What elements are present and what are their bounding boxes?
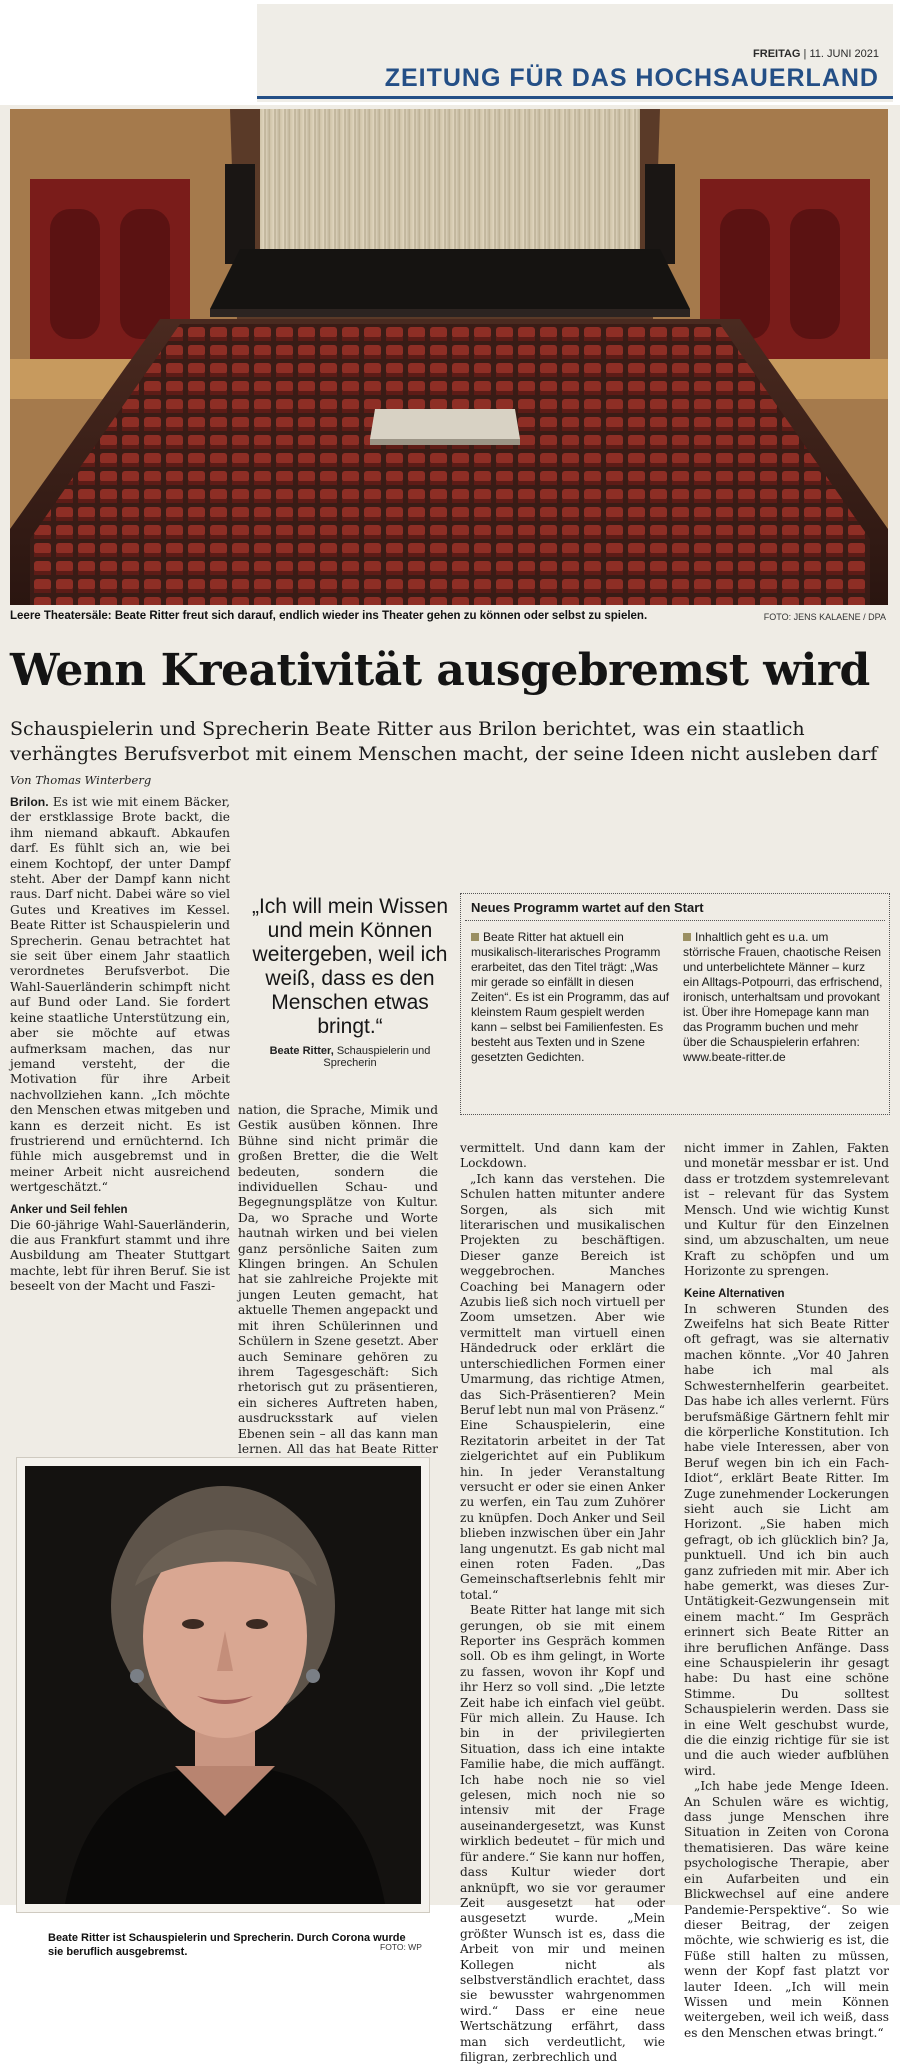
section-heading: Keine Alternativen	[684, 1287, 785, 1300]
pull-quote	[250, 895, 450, 1069]
byline: Von Thomas Winterberg	[10, 773, 152, 787]
theater-photo-caption: Leere Theatersäle: Beate Ritter freut sich darauf, endlich wieder ins Theater gehen zu können oder selbst zu spielen.	[10, 610, 648, 622]
pull-quote-attribution: Beate Ritter, Schauspielerin und Sprecherin	[269, 1045, 431, 1069]
info-box-left: Beate Ritter hat aktuell ein musikalisch-literarisches Programm erarbeitet, das den Titel trägt: „Was mir gerade so einfällt in diesen Zeiten“. Es ist ein Programm, das auf kleinstem Raum gespielt werden kann – selbst bei Familienfesten. Es besteht aus Texten und in Szene gesetzten Gedichten.	[471, 930, 670, 1064]
masthead-title: ZEITUNG FÜR DAS HOCHSAUERLAND	[384, 64, 879, 92]
headline: Wenn Kreativität ausgebremst wird	[10, 645, 870, 696]
body-paragraph: Brilon. Es ist wie mit einem Bäcker, der erstklassige Brote backt, die ihm niemand abkauft. Abkaufen darf. Es fühlt sich an, wie bei einem Kochtopf, der unter Dampf steht. Aber der Dampf kann nicht raus. Darf nicht. Dabei wäre so viel Gutes und Kreatives im Kessel. Beate Ritter ist Schauspielerin und Sprecherin. Genau betrachtet hat sie seit über einem Jahr staatlich verordnetes Berufsverbot. Die Wahl-Sauerländerin schimpft nicht auf Bund oder Land. Sie fordert keine staatliche Unterstützung ein, aber sie möchte auf etwas aufmerksam machen, das nur jemand versteht, der die Motivation für ihre Arbeit nachvollziehen kann. „Ich möchte den Menschen etwas mitgeben und kann es derzeit nicht. Es ist frustrierend und ernüchternd. Ich fühle mich ausgebremst und in meiner Arbeit nicht ausreichend wertgeschätzt.“	[10, 795, 230, 1195]
masthead-rule	[257, 96, 893, 99]
article	[0, 105, 900, 2064]
portrait-photo-caption: Beate Ritter ist Schauspielerin und Sprecherin. Durch Corona wurde sie beruflich ausgebremst.	[48, 1932, 406, 1958]
article-column-1	[10, 795, 230, 1485]
body-paragraph: vermittelt. Und dann kam der Lockdown.	[460, 1141, 665, 1171]
pull-quote-text: „Ich will mein Wissen und mein Können weitergeben, weil ich weiß, dass es den Menschen etwas bringt.“	[251, 895, 449, 1038]
dateline: Brilon.	[10, 795, 49, 809]
body-paragraph: „Ich habe jede Menge Ideen. An Schulen wäre es wichtig, dass junge Menschen ihre Situation in Zeiten von Corona thematisieren. Das wäre keine psychologische Therapie, aber ein Aufarbeiten und ein Blickwechsel auf eine andere Pandemie-Perspektive“. So wie dieser Beitrag, der zeigen möchte, wie schwierig es ist, die Füße still halten zu müssen, wenn der Kopf fast platzt vor lauter Ideen. „Ich will mein Wissen und mein Können weitergeben, weil ich weiß, dass es den Menschen etwas bringt.“	[684, 1779, 889, 2040]
section-heading: Anker und Seil fehlen	[10, 1203, 128, 1216]
bullet-square-icon	[471, 933, 479, 941]
portrait-photo-credit: FOTO: WP	[380, 1942, 422, 1952]
info-box-title: Neues Programm wartet auf den Start	[471, 900, 704, 915]
info-box-right: Inhaltlich geht es u.a. um störrische Frauen, chaotische Reisen und unterbelichtete Männer – kurz ein Alltags-Potpourri, das erfrischend, ironisch, unterhaltsam und provokant ist. Über ihre Homepage kann man das Programm buchen und mehr über die Schauspielerin erfahren: www.beate-ritter.de	[683, 930, 883, 1064]
article-column-3	[460, 1141, 666, 2064]
body-paragraph: Beate Ritter hat lange mit sich gerungen, ob sie mit einem Reporter ins Gespräch kommen soll. Ob es ihm gelingt, in Worte zu fassen, wovon ihr Kopf und ihr Herz so voll sind. „Die letzte Zeit habe ich einfach viel geübt. Für mich allein. Zu Hause. Ich bin in der privilegierten Situation, dass ich eine intakte Familie habe, die mich auffängt. Ich habe noch nie so viel gelesen, mich noch nie so intensiv mit der Frage auseinandergesetzt, was Kunst wirklich bedeutet – für mich und für andere.“ Sie kann nur hoffen, dass Kultur wieder dort anknüpft, wo sie vor geraumer Zeit ausgesetzt hat oder ausgesetzt wurde. „Mein größter Wunsch ist es, dass die Arbeit von mir und meinen Kollegen nicht als selbstverständlich erachtet, dass sie bewusster wahrgenommen wird.“ Dass er eine neue Wertschätzung erfährt, dass man sich verdeutlicht, wie filigran, zerbrechlich und	[460, 1603, 665, 2064]
theater-photo-credit: FOTO: JENS KALAENE / DPA	[763, 612, 886, 622]
masthead-date: FREITAG | 11. JUNI 2021	[753, 48, 879, 60]
body-paragraph: nation, die Sprache, Mimik und Gestik ausüben können. Ihre Bühne sind nicht primär die großen Bretter, die die Welt bedeuten, sondern die individuellen Schau- und Begegnungsplätze von Kultur. Da, wo Sprache und Worte hautnah wirken und bei vielen ganz persönliche Saiten zum Klingen bringen. An Schulen hat sie zahlreiche Projekte mit jungen Leuten gemacht, hat aktuelle Themen angepackt und mit ihren Schülerinnen und Schülern in Szene gesetzt. Aber auch Seminare gehören zu ihrem Tagesgeschäft: Sich rhetorisch gut zu präsentieren, ein sicheres Auftreten haben, ausdrucksstark auf vielen Ebenen sein – all das kann man lernen. All das hat Beate Ritter	[238, 1103, 438, 1456]
body-paragraph: nicht immer in Zahlen, Fakten und monetär messbar er ist. Und dass er trotzdem systemrelevant ist – relevant für das System Mensch. Und wie wichtig Kunst und Kultur für den Einzelnen sind, um abzuschalten, um neue Kraft zu schöpfen und um Horizonte zu sprengen.	[684, 1141, 889, 1279]
body-paragraph: Die 60-jährige Wahl-Sauerländerin, die aus Frankfurt stammt und ihre Ausbildung am Theater Stuttgart machte, lebt für ihren Beruf. Sie ist beseelt von der Macht und Faszi-	[10, 1217, 230, 1294]
body-paragraph: In schweren Stunden des Zweifelns hat sich Beate Ritter oft gefragt, was sie alternativ machen könnte. „Vor 40 Jahren habe ich mal als Schwesternhelferin gearbeitet. Das habe ich alles verlernt. Fürs berufsmäßige Gärtnern fehlt mir die körperliche Konstitution. Ich habe viele Interessen, aber von Beruf wegen bin ich ein Fach-Idiot“, erklärt Beate Ritter. Im Zuge zunehmender Lockerungen sieht auch sie Licht am Horizont. „Sie haben mich gefragt, ob ich glücklich bin? Ja, punktuell. Und ich bin auch ganz zufrieden mit mir. Aber ich habe gemerkt, was dieses Zur-Untätigkeit-Gezwungensein mit einem macht.“ Im Gespräch erinnert sich Beate Ritter an ihre beruflichen Anfänge. Dass eine Schauspielerin ihr gesagt habe: Du hast eine schöne Stimme. Du solltest Schauspielerin werden. Dass sie in eine Welt geschubst wurde, die die einzig richtige für sie ist und die auch wieder aufblühen wird.	[684, 1301, 889, 1778]
theater-photo	[10, 109, 888, 605]
body-paragraph: „Ich kann das verstehen. Die Schulen hatten mitunter andere Sorgen, als sich mit literarischen und musikalischen Projekten zu beschäftigen. Dieser ganze Bereich ist weggebrochen. Manches Coaching bei Managern oder Azubis ließ sich noch virtuell per Zoom umsetzen. Aber wie vermittelt man virtuell einen Händedruck oder erklärt die unterschiedlichen Formen einer Umarmung, das richtige Atmen, das Sich-Präsentieren? Mein Beruf lebt nun mal von Präsenz.“ Eine Schauspielerin, eine Rezitatorin arbeitet in der Tat zielgerichtet auf ein Publikum hin. In jeder Veranstaltung versucht er oder sie einen Anker zu werfen, ein Tau zum Zuhörer zu knüpfen. Doch Anker und Seil blieben inzwischen über ein Jahr lang ungenutzt. Es gab nicht mal einen roten Faden. „Das Gemeinschaftserlebnis fehlt mir total.“	[460, 1171, 666, 1602]
portrait-photo	[16, 1457, 430, 1913]
article-column-4	[684, 1141, 889, 2040]
bullet-square-icon	[683, 933, 691, 941]
masthead	[257, 4, 893, 102]
article-column-2	[238, 1103, 438, 1483]
info-box	[460, 893, 890, 1115]
subheadline: Schauspielerin und Sprecherin Beate Ritter aus Brilon berichtet, was ein staatlich verhängtes Berufsverbot mit einem Menschen macht, der seine Ideen nicht ausleben darf	[10, 718, 878, 765]
info-box-divider	[465, 920, 885, 921]
